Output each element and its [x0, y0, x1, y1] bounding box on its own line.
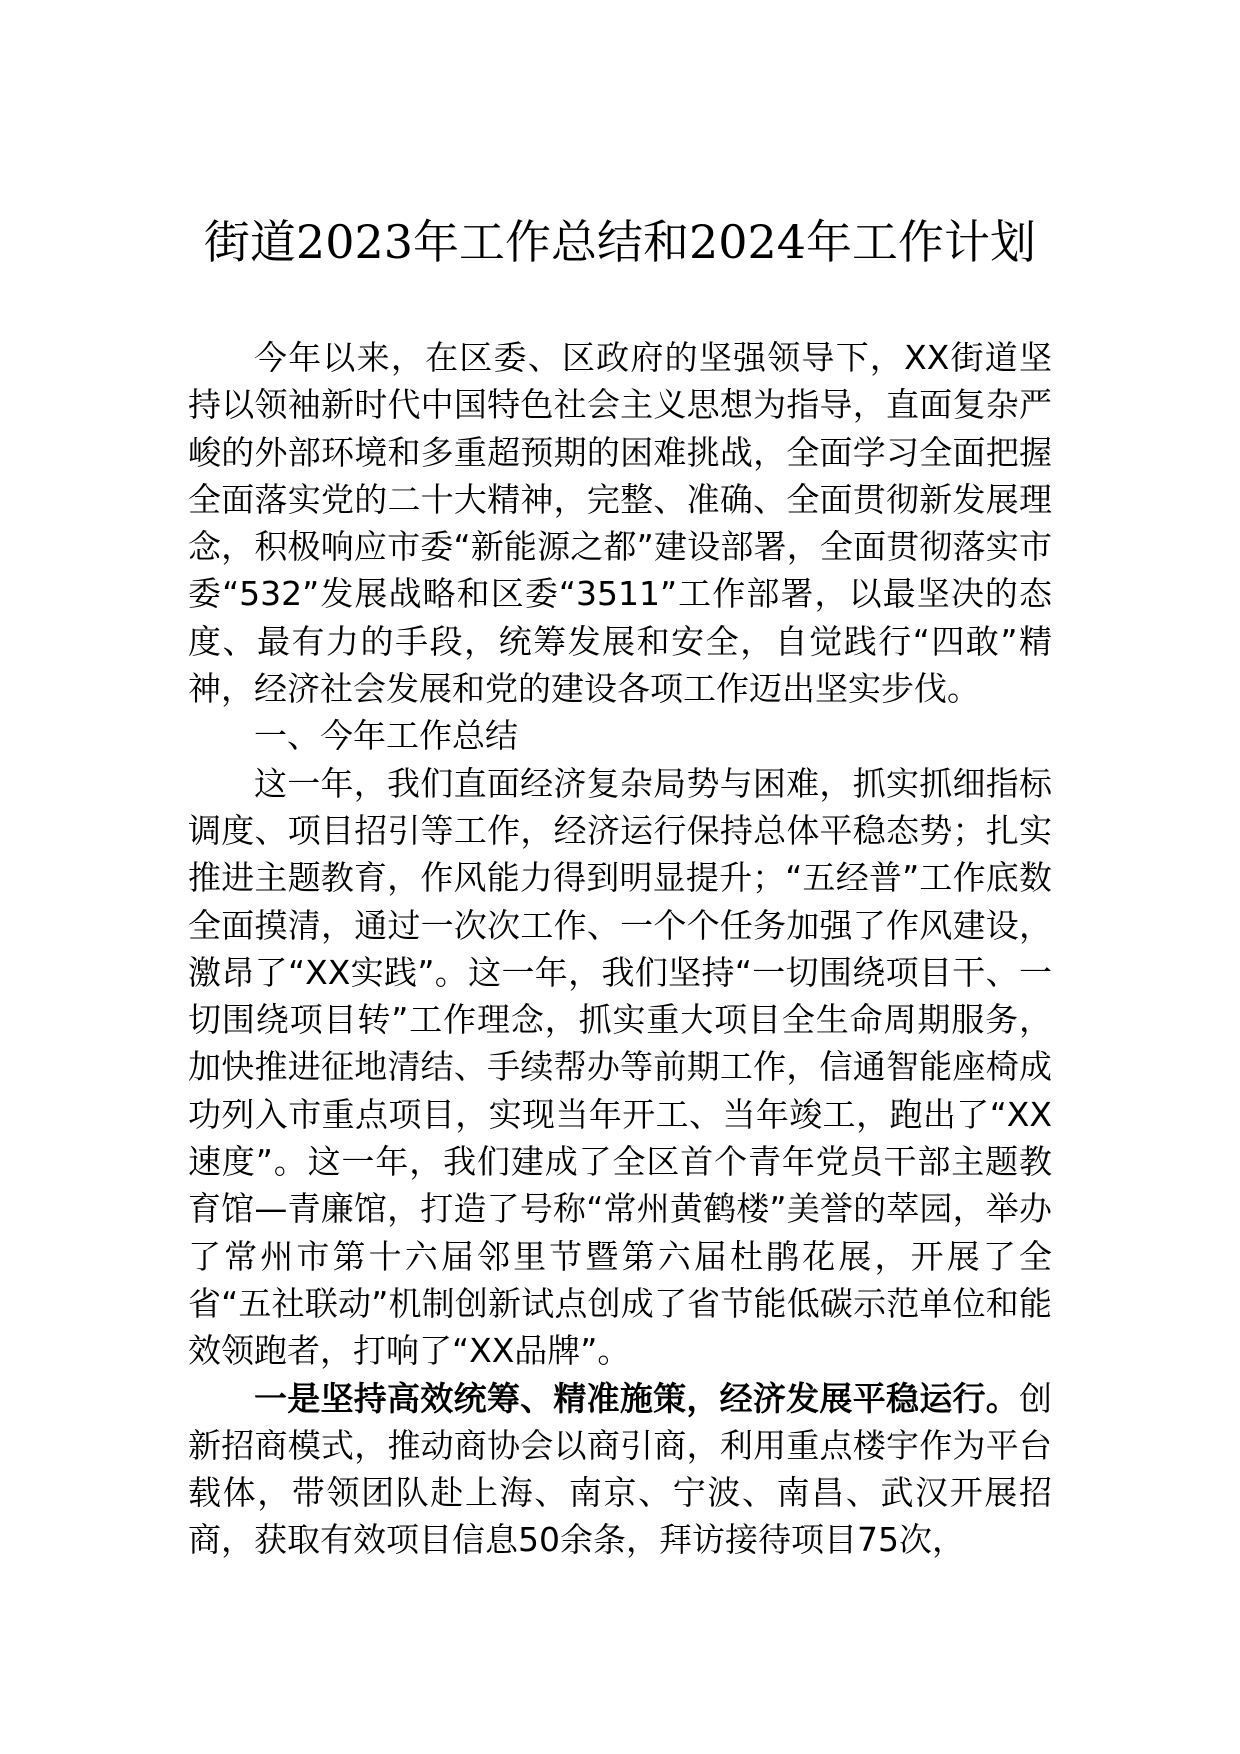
intro-paragraph: 今年以来，在区委、区政府的坚强领导下，XX街道坚持以领袖新时代中国特色社会主义思想为指导，直面复杂严峻的外部环境和多重超预期的困难挑战，全面学习全面把握全面落实党的二十大精神，完整、准确、全面贯彻新发展理念，积极响应市委“新能源之都”建设部署，全面贯彻落实市委“532”发展战略和区委“3511”工作部署，以最坚决的态度、最有力的手段，统筹发展和安全，自觉践行“四敢”精神，经济社会发展和党的建设各项工作迈出坚实步伐。	[188, 338, 1052, 709]
document-body	[188, 334, 1052, 1564]
section-heading-work-summary: 一、今年工作总结	[254, 716, 518, 756]
point-one-paragraph	[188, 1375, 1052, 1564]
summary-paragraph: 这一年，我们直面经济复杂局势与困难，抓实抓细指标调度、项目招引等工作，经济运行保持总体平稳态势；扎实推进主题教育，作风能力得到明显提升；“五经普”工作底数全面摸清，通过一次次工作、一个个任务加强了作风建设，激昂了“XX实践”。这一年，我们坚持“一切围绕项目干、一切围绕项目转”工作理念，抓实重大项目全生命周期服务，加快推进征地清结、手续帮办等前期工作，信通智能座椅成功列入市重点项目，实现当年开工、当年竣工，跑出了“XX速度”。这一年，我们建成了全区首个青年党员干部主题教育馆—青廉馆，打造了号称“常州黄鹤楼”美誉的萃园，举办了常州市第十六届邻里节暨第六届杜鹃花展，开展了全省“五社联动”机制创新试点创成了省节能低碳示范单位和能效领跑者，打响了“XX品牌”。	[188, 763, 1052, 1371]
point-one-body: 创新招商模式，推动商协会以商引商，利用重点楼宇作为平台载体，带领团队赴上海、南京、宁波、南昌、武汉开展招商，获取有效项目信息50余条，拜访接待项目75次，	[188, 1378, 1052, 1560]
point-one-lead: 一是坚持高效统筹、精准施策，经济发展平稳运行。	[254, 1378, 1019, 1418]
document-title: 街道2023年工作总结和2024年工作计划	[203, 215, 1037, 269]
